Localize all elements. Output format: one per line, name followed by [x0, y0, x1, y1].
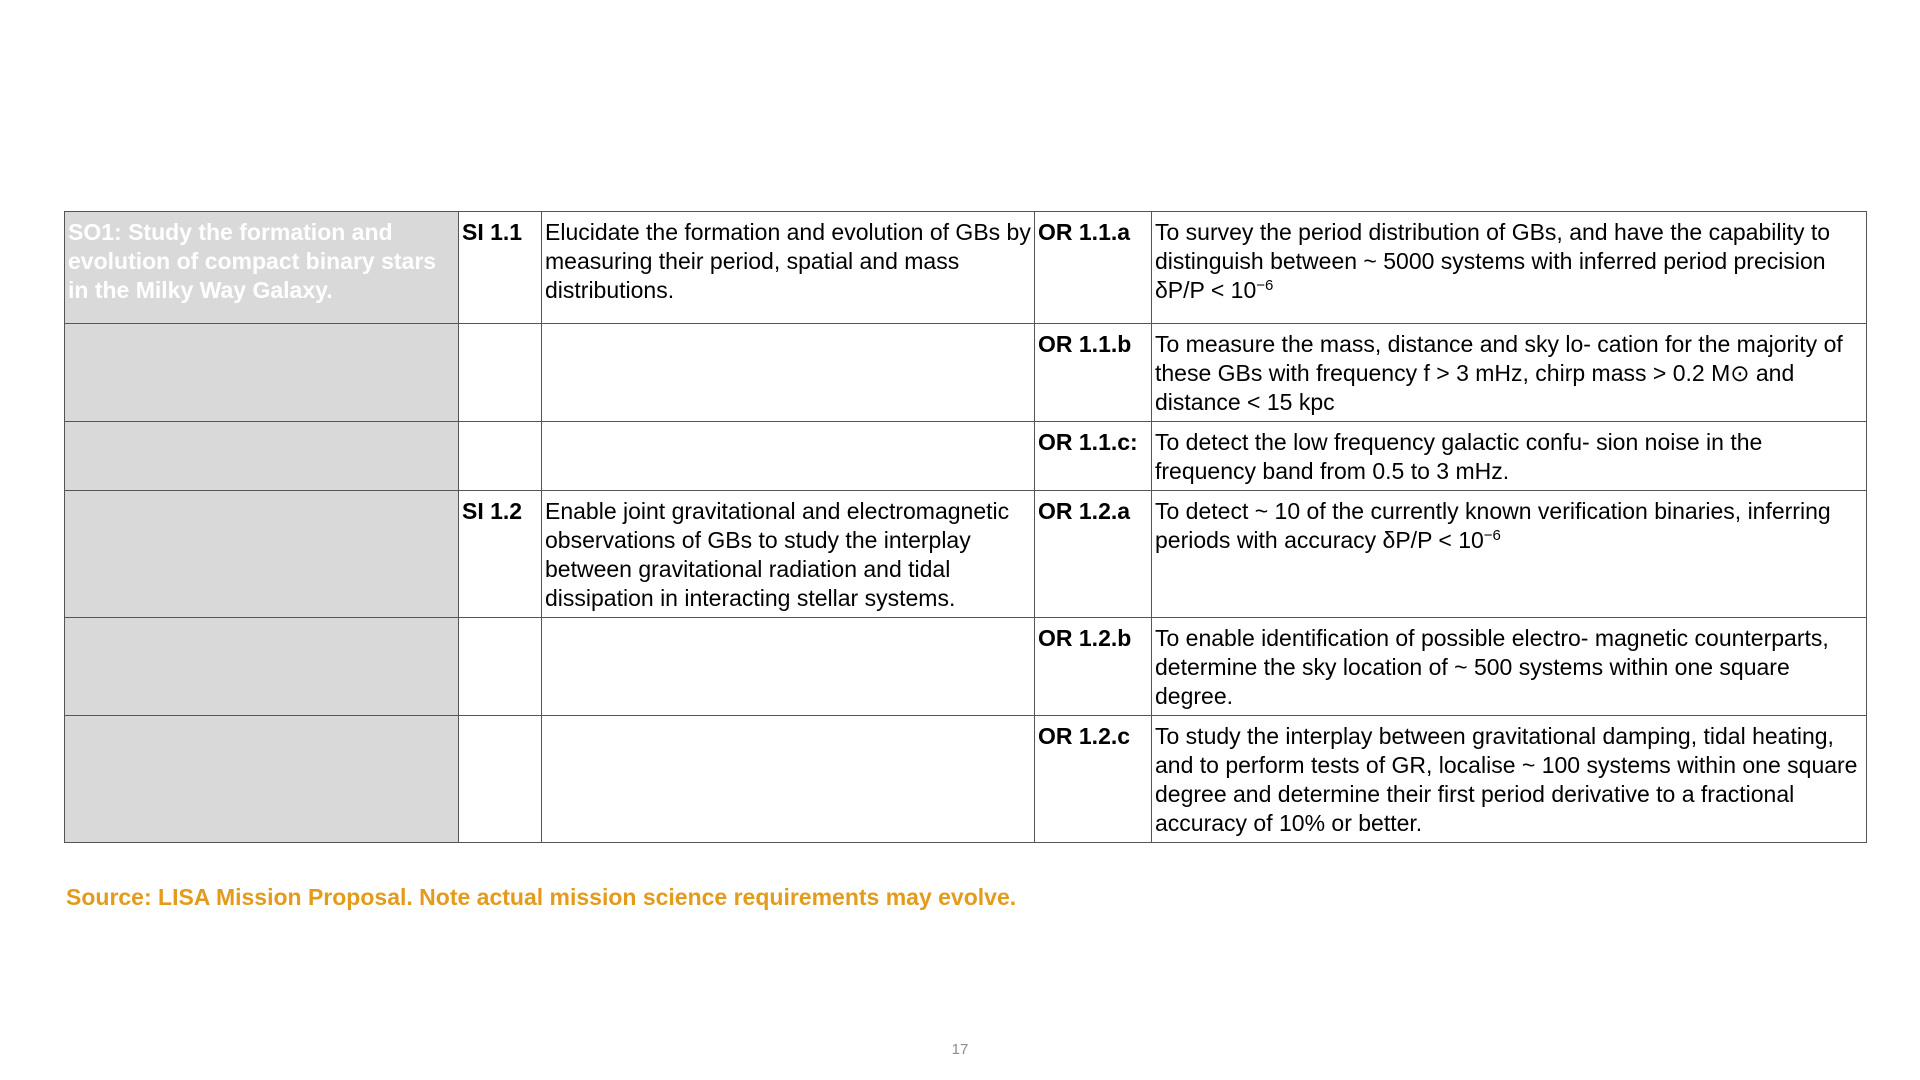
or-text: To study the interplay between gravitational damping, tidal heating, and to perform tests of GR, localise ~ 100 systems within one square degree and determine their first period derivative to a fractional accuracy of 10% or better.	[1155, 723, 1858, 836]
page-number: 17	[951, 1041, 969, 1058]
table-row	[65, 324, 1867, 422]
or-text: To detect ~ 10 of the currently known verification binaries, inferring periods with accuracy δP/P < 10	[1155, 498, 1831, 553]
or-text-cell	[1152, 212, 1867, 324]
science-objective-cell	[65, 716, 459, 843]
or-text: To measure the mass, distance and sky lo- cation for the majority of these GBs with frequency f > 3 mHz, chirp mass > 0.2 M⊙ and distance < 15 kpc	[1155, 331, 1843, 415]
si-text-cell	[542, 618, 1035, 716]
or-text: To detect the low frequency galactic confu- sion noise in the frequency band from 0.5 to 3 mHz.	[1155, 429, 1763, 484]
or-superscript: −6	[1256, 277, 1274, 294]
table-row	[65, 422, 1867, 491]
si-text-cell	[542, 324, 1035, 422]
si-code-cell	[459, 324, 542, 422]
or-text-cell	[1152, 618, 1867, 716]
or-superscript: −6	[1483, 527, 1501, 544]
or-code-cell: OR 1.2.a	[1035, 491, 1152, 618]
si-text-cell	[542, 422, 1035, 491]
si-code-cell	[459, 618, 542, 716]
or-text: To enable identification of possible electro- magnetic counterparts, determine the sky location of ~ 500 systems within one square degree.	[1155, 625, 1829, 709]
source-note: Source: LISA Mission Proposal. Note actual mission science requirements may evolve.	[66, 884, 1017, 910]
si-code-cell: SI 1.2	[459, 491, 542, 618]
or-text-cell	[1152, 422, 1867, 491]
science-objective-cell: SO1: Study the formation and evolution of compact binary stars in the Milky Way Galaxy.	[65, 212, 459, 324]
table-row	[65, 491, 1867, 618]
or-code-cell: OR 1.1.c:	[1035, 422, 1152, 491]
table-row	[65, 618, 1867, 716]
table-row	[65, 212, 1867, 324]
si-code-cell	[459, 422, 542, 491]
science-objective-cell	[65, 324, 459, 422]
or-code-cell: OR 1.2.b	[1035, 618, 1152, 716]
science-objective-cell	[65, 618, 459, 716]
science-objective-cell	[65, 422, 459, 491]
or-text: To survey the period distribution of GBs, and have the capability to distinguish between ~ 5000 systems with inferred period precision δP/P < 10	[1155, 219, 1831, 303]
si-code-cell	[459, 716, 542, 843]
si-text-cell: Enable joint gravitational and electromagnetic observations of GBs to study the interplay between gravitational radiation and tidal dissipation in interacting stellar systems.	[542, 491, 1035, 618]
or-code-cell: OR 1.2.c	[1035, 716, 1152, 843]
si-text-cell: Elucidate the formation and evolution of GBs by measuring their period, spatial and mass distributions.	[542, 212, 1035, 324]
or-code-cell: OR 1.1.a	[1035, 212, 1152, 324]
or-code-cell: OR 1.1.b	[1035, 324, 1152, 422]
science-objective-cell	[65, 491, 459, 618]
table-row	[65, 716, 1867, 843]
or-text-cell	[1152, 491, 1867, 618]
or-text-cell	[1152, 716, 1867, 843]
or-text-cell	[1152, 324, 1867, 422]
requirements-table	[64, 211, 1867, 843]
si-text-cell	[542, 716, 1035, 843]
si-code-cell: SI 1.1	[459, 212, 542, 324]
